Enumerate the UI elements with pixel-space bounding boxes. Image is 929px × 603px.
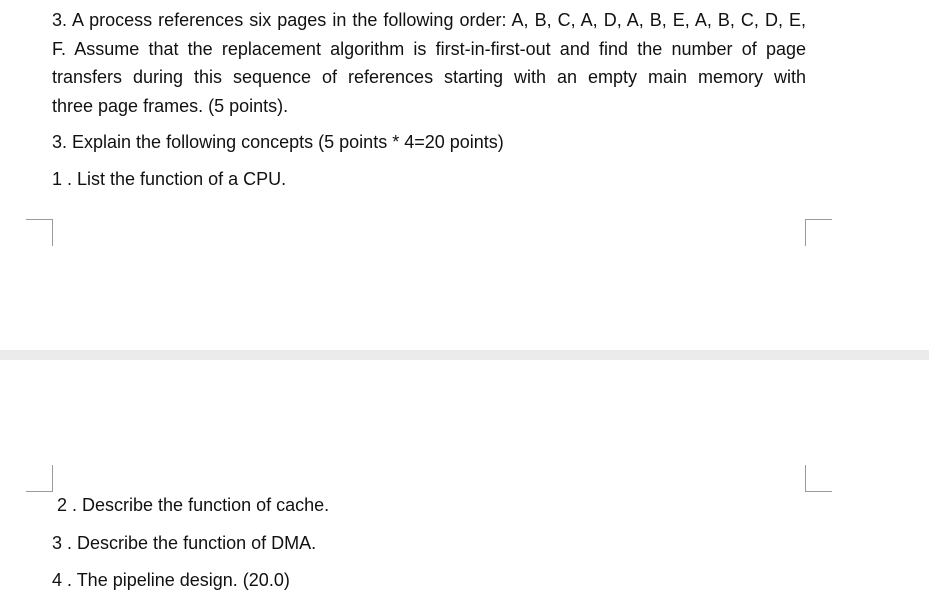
crop-mark-top-right (805, 219, 832, 246)
concept-item-4: 4 . The pipeline design. (20.0) (52, 570, 290, 590)
concept-item-2: 2 . Describe the function of cache. (57, 495, 330, 515)
concept-item-3: 3 . Describe the function of DMA. (52, 533, 317, 553)
page-separator (0, 350, 929, 360)
question-3-line-4: three page frames. (5 points). (52, 95, 289, 116)
crop-mark-top-left (26, 219, 53, 246)
question-3-paragraph (52, 6, 806, 120)
concepts-heading: 3. Explain the following concepts (5 points * 4=20 points) (52, 132, 504, 152)
crop-mark-bottom-right (805, 465, 832, 492)
question-3-line-2: F. Assume that the replacement algorithm is first-in-first-out and find the number of page (52, 38, 806, 59)
question-3-line-3: transfers during this sequence of references starting with an empty main memory with (52, 67, 806, 87)
concept-item-1: 1 . List the function of a CPU. (52, 169, 287, 189)
question-3-line-1: 3. A process references six pages in the following order: A, B, C, A, D, A, B, E, A, B, C, D, E, (52, 10, 806, 30)
crop-mark-bottom-left (26, 465, 53, 492)
